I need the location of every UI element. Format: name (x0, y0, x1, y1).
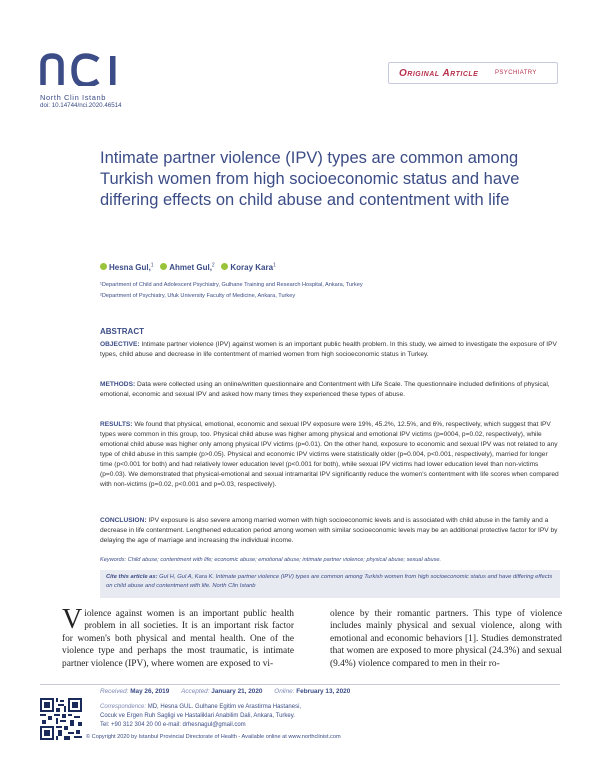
objective-text: Intimate partner violence (IPV) against women is an important public health problem. In this study, we aimed to investigate the exposure of IPV types, child abuse and decrease in life contentment of married women from high socioeconomic status in Turkey. (100, 341, 557, 358)
received-label: Received: (100, 688, 129, 695)
author[interactable] (160, 263, 214, 272)
cite-box (100, 570, 560, 598)
cite-label: Cite this article as: (106, 574, 158, 580)
abstract-objective (100, 340, 560, 360)
author-name: Hesna Gul, (109, 262, 151, 272)
author-list (100, 262, 276, 272)
doi: doi: 10.14744/nci.2020.46514 (40, 102, 122, 109)
online-label: Online: (274, 688, 295, 695)
accepted-date: January 21, 2020 (211, 688, 263, 695)
qr-code-icon[interactable] (40, 698, 82, 740)
results-label: RESULTS: (100, 421, 133, 428)
author-affiliation-mark: 1 (273, 262, 276, 268)
correspondence-label: Correspondence: (100, 704, 147, 710)
author-affiliation-mark: 2 (211, 262, 215, 268)
objective-label: OBJECTIVE: (100, 341, 140, 348)
abstract-methods (100, 380, 560, 400)
drop-cap: V (62, 604, 83, 635)
abstract-results (100, 420, 560, 490)
conclusion-text: IPV exposure is also severe among married women with high socioeconomic levels and is associated with child abuse in the family and a decrease in life contentment. Lengthened education period among women with similar socioeconomic levels may be an additional protective factor for IPV by delaying the age of marriage and increasing the individual income. (100, 517, 558, 544)
body-column-right (330, 608, 562, 670)
correspondence-line-3[interactable]: Tel: +90 312 304 20 00 e-mail: drhesnagul@gmail.com (100, 722, 246, 728)
affiliation-1: ¹Department of Child and Adolescent Psychiatry, Gulhane Training and Research Hospital, Ankara, Turkey (100, 282, 363, 288)
received-date: May 26, 2019 (130, 688, 170, 695)
keywords: Keywords: Child abuse; contentment with life; economic abuse; emotional abuse; intimate partner violence; physical abuse; sexual abuse. (100, 557, 442, 563)
footer-divider (40, 684, 560, 685)
author[interactable] (100, 263, 154, 272)
author-name: Koray Kara (230, 262, 274, 272)
cite-text (106, 573, 554, 590)
article-dates (100, 688, 360, 695)
results-text: We found that physical, emotional, economic and sexual IPV exposure were 19%, 45.2%, 12.5%, and 6%, respectively, which suggest that IPV types were common in this group, too. Physical child abuse was higher among physical and emotional IPV victims (p=0004, p=0.02, respectively), while emotional child abuse was higher only among physical IPV victims (p=0.01). On the other hand, exposure to economic and sexual IPV was not related to any type of child abuse in this sample (p>0.05). Physical and economic IPV victims were statistically older (p=0.004, p<0.001, respectively), married for longer time (p<0.001 for both) and had relatively lower education level (p<0.001 for both), while sexual IPV victims had lower education level than non-victims (p=0.03). We demonstrated that physical-emotional and sexual intramarital IPV significantly reduce the women's contentment with life scores when compared with non-victims (p=0.02, p<0.001 and p=0.03, respectively). (100, 421, 559, 488)
methods-label: METHODS: (100, 381, 136, 388)
article-section: PSYCHIATRY (495, 70, 537, 76)
correspondence-line-2: Cocuk ve Ergen Ruh Sagligi ve Hastaliklari Anabilim Dali, Ankara, Turkey. (100, 713, 295, 719)
methods-text: Data were collected using an online/written questionnaire and Contentment with Life Scale. The questionnaire included definitions of physical, emotional, economic and sexual IPV and asked how many times they experienced these types of abuse. (100, 381, 550, 398)
journal-logo (40, 52, 126, 86)
cite-citation: Gul H, Gul A, Kara K. Intimate partner violence (IPV) types are common among Turkish women from high socioeconomic status and have differing effects on child abuse and contentment with life. North Clin Istanb (106, 574, 553, 589)
abstract-heading: ABSTRACT (100, 327, 144, 336)
online-date: February 13, 2020 (296, 688, 351, 695)
author-name: Ahmet Gul, (169, 262, 212, 272)
abstract-conclusion (100, 516, 560, 546)
body-text: olence by their romantic partners. This type of violence includes mainly physical and sexual violence, along with emotional and economic behaviors [1]. Studies demonstrated that women are exposed to more physical (24.3%) and sexual (9.4%) violence compared to men in their ro- (330, 609, 562, 669)
affiliation-2: ²Department of Psychiatry, Ufuk University Faculty of Medicine, Ankara, Turkey (100, 293, 296, 299)
correspondence-line-1 (100, 704, 301, 710)
correspondence-name: MD, Hesna GUL. Gulhane Egitim ve Arastirma Hastanesi, (147, 704, 302, 710)
accepted-label: Accepted: (181, 688, 210, 695)
article-title: Intimate partner violence (IPV) types are common among Turkish women from high socioeconomic status and have differing effects on child abuse and contentment with life (100, 149, 520, 209)
body-text: iolence against women is an important public health problem in all societies. It is an important risk factor for women's both physical and mental health. One of the violence type and perhaps the most traumatic, is intimate partner violence (IPV), where women are exposed to vi- (62, 609, 294, 669)
journal-name: North Clin Istanb (40, 93, 107, 102)
conclusion-label: CONCLUSION: (100, 517, 147, 524)
orcid-icon[interactable] (160, 263, 167, 270)
body-column-left (62, 604, 294, 670)
article-type-box (388, 62, 558, 84)
article-type: Original Article (399, 68, 479, 79)
orcid-icon[interactable] (100, 263, 107, 270)
copyright: © Copyright 2020 by Istanbul Provincial Directorate of Health - Available online at www.northclinist.com (86, 734, 341, 740)
author[interactable] (221, 263, 275, 272)
orcid-icon[interactable] (221, 263, 228, 270)
author-affiliation-mark: 1 (150, 262, 154, 268)
